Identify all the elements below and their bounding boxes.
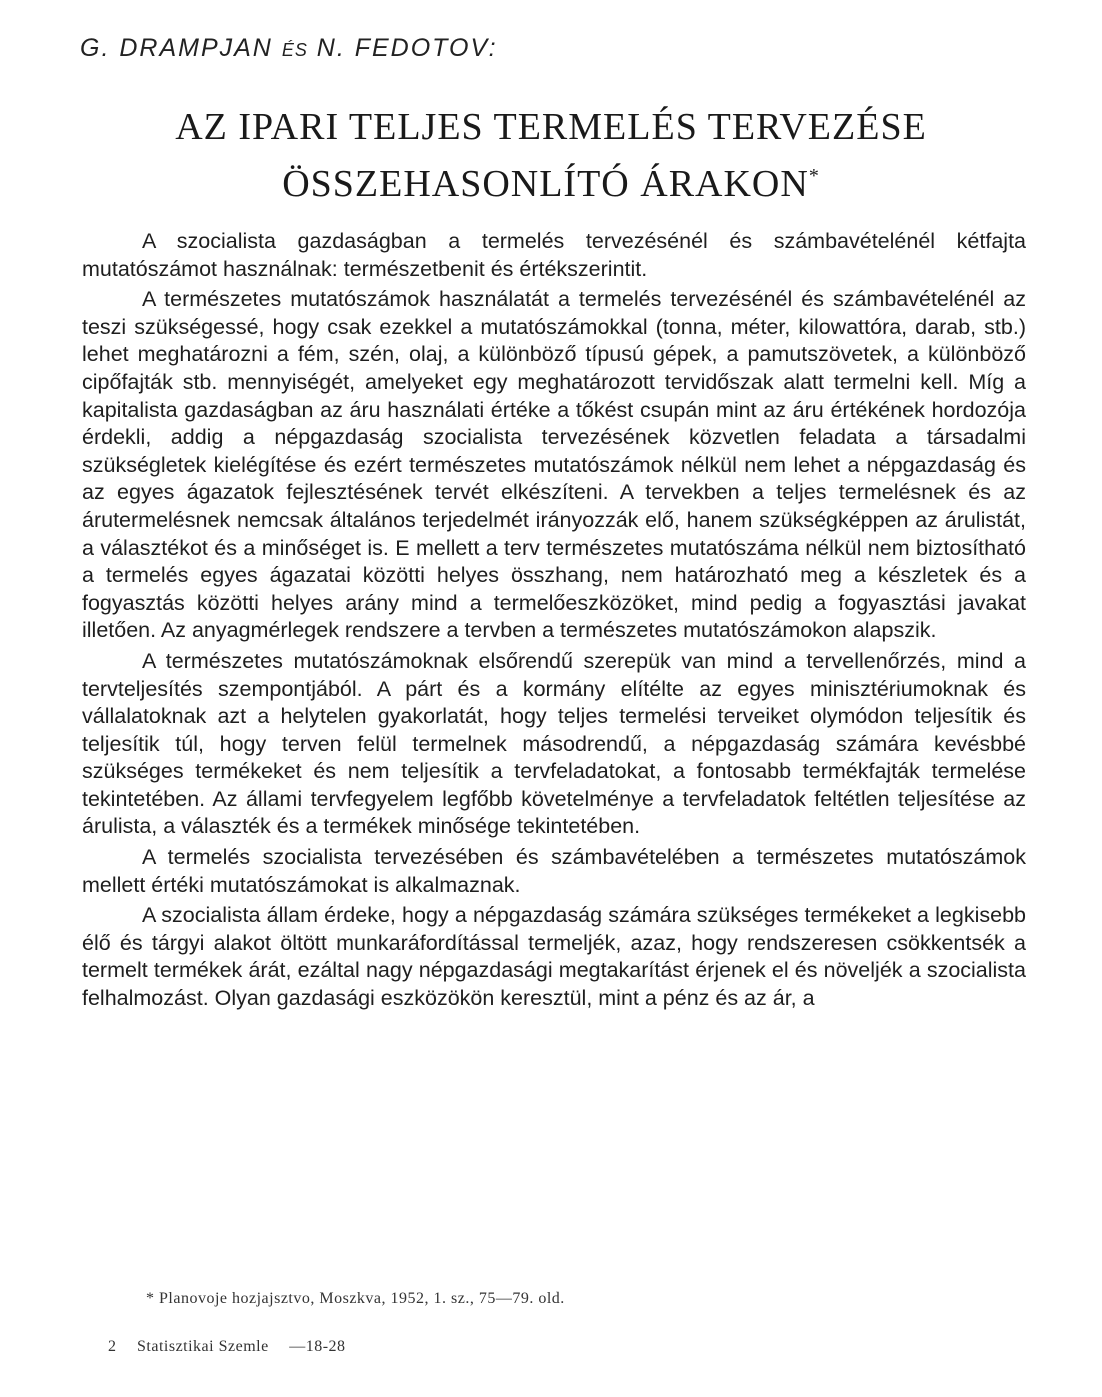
footnote: * Planovoje hozjajsztvo, Moszkva, 1952, 1. sz., 75—79. old. xyxy=(146,1290,565,1307)
footnote-marker: * xyxy=(808,165,820,187)
paragraph-1: A szocialista gazdaságban a termelés tervezésénél és számbavételénél kétfajta mutatószámot használnak: természetbenit és értékszerintit. xyxy=(82,229,1026,281)
title-text-2: ÖSSZEHASONLÍTÓ ÁRAKON xyxy=(282,163,809,205)
author-fedotov: N. FEDOTOV: xyxy=(316,34,498,62)
page-number: 2 xyxy=(108,1338,117,1355)
title-text-1: AZ IPARI TELJES TERMELÉS TERVEZÉSE xyxy=(175,106,927,148)
paragraph-5: A szocialista állam érdeke, hogy a népgazdaság számára szükséges termékeket a legkisebb élő és tárgyi alakot öltött munkaráfordítással termeljék, azaz, hogy rendszeresen csökkentsék a termelt termékek árát, ezáltal nagy népgazdasági megtakarítást érjenek el és növeljék a szocialista felhalmozást. Olyan gazdasági eszközökön keresztül, mint a pénz és az ár, a xyxy=(82,903,1026,1011)
paragraph-3: A természetes mutatószámoknak elsőrendű szerepük van mind a tervellenőrzés, mind a tervteljesítés szempontjából. A párt és a kormány elítélte az egyes minisztériumoknak és vállalatoknak azt a helytelen gyakorlatát, hogy teljes termelési terveiket olymódon teljesítik és teljesítik túl, hogy terven felül termelnek másodrendű, a népgazdaság számára kevésbbé szükséges termékeket és nem teljesítik a tervfeladatokat, a fontosabb termékfajták termelése tekintetében. Az állami tervfegyelem legfőbb követelménye a tervfeladatok feltétlen teljesítése az árulista, a választék és a termékek minősége tekintetében. xyxy=(82,648,1026,839)
article-body xyxy=(82,228,1026,1016)
journal-name: Statisztikai Szemle xyxy=(137,1338,269,1355)
author-drampjan: G. DRAMPJAN xyxy=(80,34,273,62)
article-title-line-2 xyxy=(0,152,1102,208)
author-conjunction: ÉS xyxy=(281,40,308,60)
paragraph-4: A termelés szocialista tervezésében és számbavételében a természetes mutatószámok mellett értéki mutatószámokat is alkalmaznak. xyxy=(82,845,1026,897)
paragraph-2: A természetes mutatószámok használatát a termelés tervezésénél és számbavételénél az teszi szükségessé, hogy csak ezekkel a mutatószámokkal (tonna, méter, kilowattóra, darab, stb.) lehet meghatározni a fém, szén, olaj, a különböző típusú gépek, a pamutszövetek, a különböző cipőfajták stb. mennyiségét, amelyeket egy meghatározott tervidőszak alatt termelni kell. Míg a kapitalista gazdaságban az áru használati értéke a tőkést csupán mint az áru értékének hordozója érdekli, addig a népgazdaság szocialista tervezésének közvetlen feladata a társadalmi szükségletek kielégítése és ezért természetes mutatószámok nélkül nem lehet a népgazdaság és az egyes ágazatok fejlesztésének tervét elkészíteni. A tervekben a teljes termelésnek és az árutermelésnek nemcsak általános terjedelmét irányozzák elő, hanem szükségképpen az árulistát, a választékot és a minőséget is. E mellett a terv természetes mutatószáma nélkül nem biztosítható a termelés egyes ágazatai közötti helyes összhang, nem határozható meg a készletek és a fogyasztás közötti helyes arány mind a termelőeszközöket, mind pedig a fogyasztási javakat illetően. Az anyagmérlegek rendszere a tervben a természetes mutatószámokon alapszik. xyxy=(82,287,1026,643)
article-title-line-1 xyxy=(0,103,1102,151)
print-code: —18-28 xyxy=(289,1338,346,1355)
author-line xyxy=(80,34,498,63)
page-footer xyxy=(108,1338,362,1356)
